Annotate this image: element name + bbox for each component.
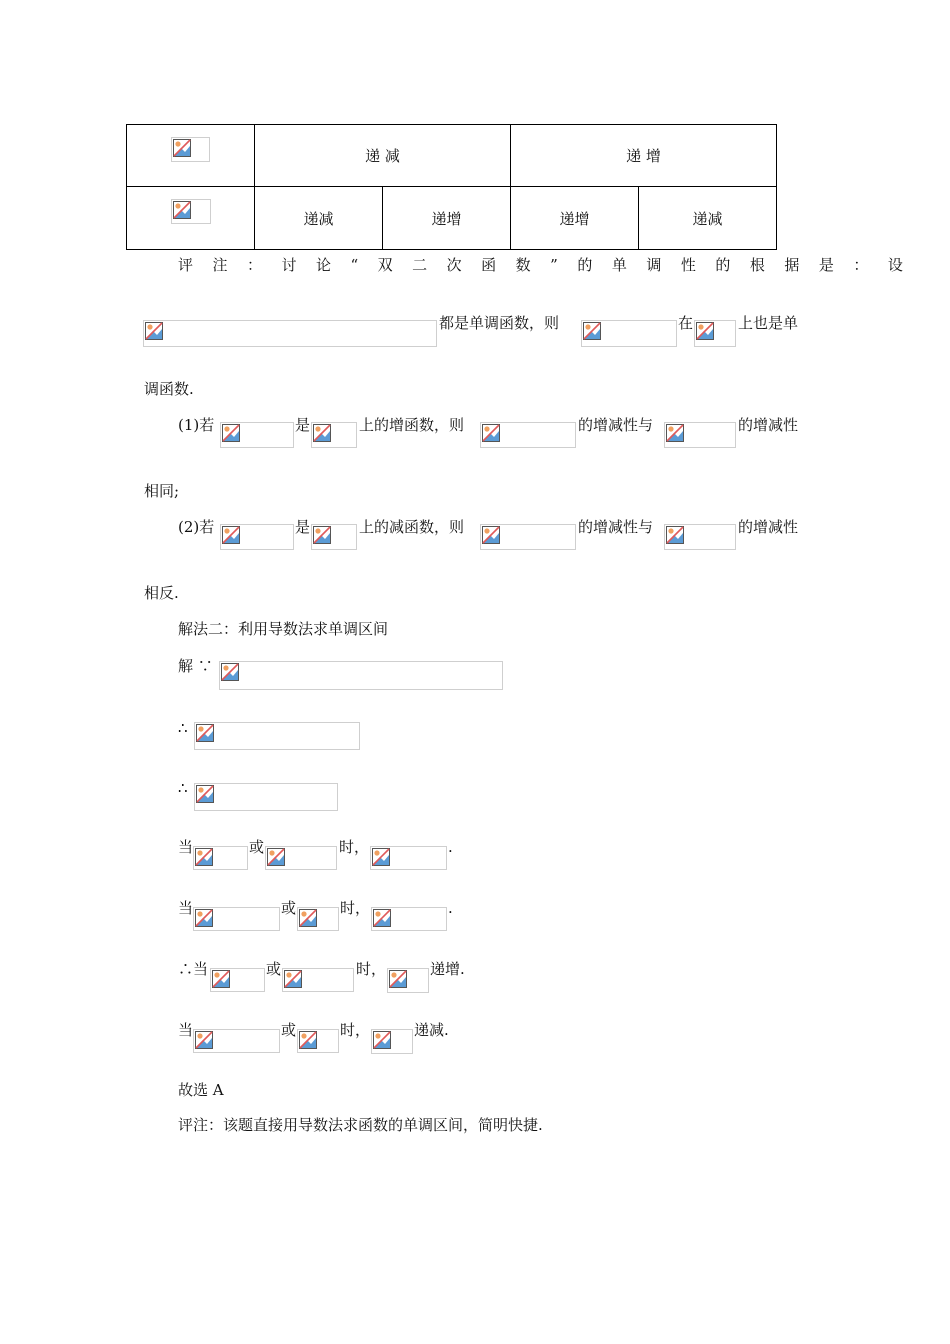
broken-image-icon: [313, 424, 331, 442]
text: 相反.: [144, 584, 179, 602]
formula-image: [664, 524, 736, 550]
formula-image: [297, 1029, 339, 1053]
text: 的增减性: [738, 518, 799, 536]
broken-image-icon: [196, 724, 214, 742]
text: 相同;: [144, 482, 180, 500]
broken-image-icon: [145, 322, 163, 340]
text: 时，: [340, 899, 371, 917]
text: 递增.: [430, 960, 465, 978]
broken-image-icon: [195, 909, 213, 927]
formula-image: [297, 907, 339, 931]
formula-image: [143, 320, 437, 347]
text: 上也是单: [738, 314, 799, 332]
text: 时，: [339, 838, 370, 856]
text: .: [448, 899, 453, 917]
formula-image: [370, 846, 447, 870]
formula-image: [194, 722, 360, 750]
broken-image-icon: [195, 848, 213, 866]
broken-image-icon: [196, 785, 214, 803]
text: .: [448, 838, 453, 856]
text: 或: [249, 838, 265, 856]
broken-image-icon: [195, 1031, 213, 1049]
broken-image-icon: [222, 424, 240, 442]
broken-image-icon: [313, 526, 331, 544]
broken-image-icon: [299, 909, 317, 927]
text: 是: [295, 416, 311, 434]
formula-image: [371, 1029, 413, 1054]
answer-line: 故选 A: [178, 1081, 224, 1099]
text: 的增减性与: [578, 518, 654, 536]
broken-image-icon: [267, 848, 285, 866]
table-cell-formula: [127, 187, 255, 250]
text: 的增减性: [738, 416, 799, 434]
text: ∴: [178, 719, 188, 737]
text: 是: [295, 518, 311, 536]
formula-image: [193, 1029, 280, 1053]
text: 解 ∵: [178, 657, 213, 675]
text: 当: [178, 899, 194, 917]
broken-image-icon: [666, 526, 684, 544]
formula-image: [480, 422, 576, 448]
broken-image-icon: [666, 424, 684, 442]
broken-image-icon: [583, 322, 601, 340]
text: 当: [178, 838, 194, 856]
formula-image: [371, 907, 447, 931]
text: ∴当: [178, 960, 209, 978]
table-cell: 递 减: [255, 125, 511, 187]
table-cell: 递减: [639, 187, 777, 250]
broken-image-icon: [212, 970, 230, 988]
formula-image: [193, 907, 280, 931]
broken-image-icon: [173, 201, 191, 219]
text: 递减.: [414, 1021, 449, 1039]
text: 或: [266, 960, 282, 978]
broken-image-icon: [373, 909, 391, 927]
formula-image: [194, 783, 338, 811]
broken-image-icon: [284, 970, 302, 988]
table-cell: 递增: [383, 187, 511, 250]
text: 都是单调函数，则: [439, 314, 560, 332]
table-cell-formula: [127, 125, 255, 187]
formula-image: [694, 320, 736, 347]
text: 或: [281, 899, 297, 917]
broken-image-icon: [373, 1031, 391, 1049]
text: 上的增函数，则: [359, 416, 465, 434]
formula-image: [480, 524, 576, 550]
text: (1)若: [178, 416, 215, 434]
formula-image: [311, 524, 357, 550]
broken-image-icon: [299, 1031, 317, 1049]
text: (2)若: [178, 518, 215, 536]
broken-image-icon: [221, 663, 239, 681]
table-cell: 递减: [255, 187, 383, 250]
formula-image: [282, 968, 354, 992]
broken-image-icon: [372, 848, 390, 866]
broken-image-icon: [696, 322, 714, 340]
broken-image-icon: [222, 526, 240, 544]
text: 上的减函数，则: [359, 518, 465, 536]
text: 当: [178, 1021, 194, 1039]
text: ∴: [178, 779, 188, 797]
table-cell: 递 增: [511, 125, 777, 187]
formula-image: [387, 968, 429, 993]
formula-image: [220, 524, 294, 550]
text: 或: [281, 1021, 297, 1039]
formula-image: [220, 422, 294, 448]
text: 的增减性与: [578, 416, 654, 434]
formula-image: [581, 320, 677, 347]
formula-image: [210, 968, 265, 992]
note-line: 评注：讨论“双二次函数”的单调性的根据是：设: [178, 256, 923, 274]
text: 在: [678, 314, 694, 332]
formula-image: [171, 137, 210, 162]
table-cell: 递增: [511, 187, 639, 250]
text: 时，: [340, 1021, 371, 1039]
comment-line: 评注：该题直接用导数法求函数的单调区间，简明快捷.: [178, 1116, 543, 1134]
formula-image: [171, 199, 211, 224]
formula-image: [219, 661, 503, 690]
broken-image-icon: [389, 970, 407, 988]
formula-image: [193, 846, 248, 870]
text: 调函数.: [144, 380, 194, 398]
formula-image: [265, 846, 337, 870]
monotonicity-table: [126, 124, 777, 250]
text: 时，: [356, 960, 387, 978]
broken-image-icon: [482, 526, 500, 544]
formula-image: [664, 422, 736, 448]
formula-image: [311, 422, 357, 448]
broken-image-icon: [173, 139, 191, 157]
section-heading: 解法二：利用导数法求单调区间: [178, 620, 389, 638]
broken-image-icon: [482, 424, 500, 442]
